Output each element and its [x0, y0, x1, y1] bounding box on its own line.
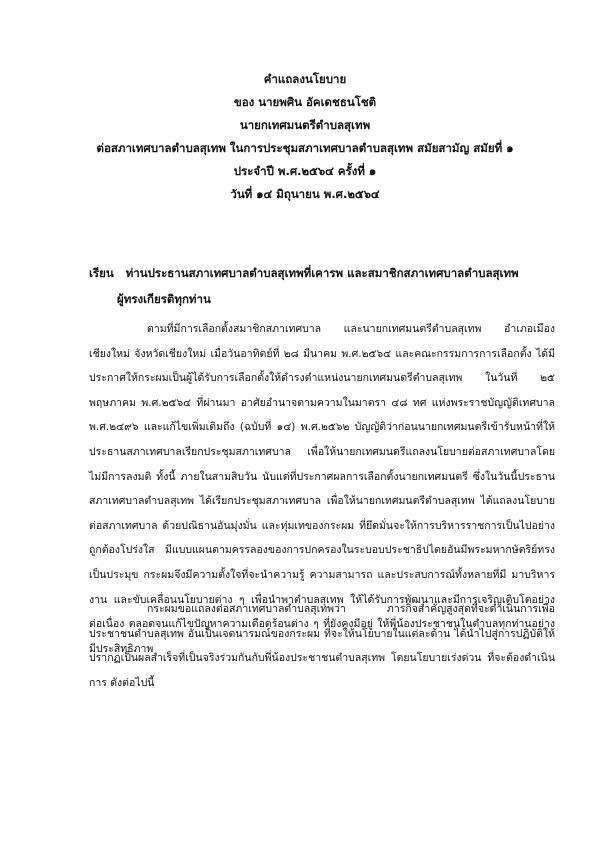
body-paragraph-2 [89, 597, 555, 695]
header-meeting: ต่อสภาเทศบาลตำบลสุเทพ ในการประชุมสภาเทศบาลตำบลสุเทพ สมัยสามัญ สมัยที่ ๑ [96, 141, 514, 155]
paragraph-2-text: กระผมขอแถลงต่อสภาเทศบาลตำบลสุเทพว่า ภารกิจสำคัญสูงสุดที่จะดำเนินการเพื่อประชาชนตำบลสุเทพ อันเป็นเจตนารมณ์ของกระผม ที่จะให้นโยบายในแต่ละด้าน ได้นำไปสู่การปฏิบัติให้ปรากฏเป็นผลสำเร็จที่เป็นจริงร่วมกันกับพี่น้องประชาชนตำบลสุเทพ โดยนโยบายเร่งด่วน ที่จะต้องดำเนินการ ดังต่อไปนี้ [89, 603, 555, 689]
header-session-year: ประจำปี พ.ศ.๒๕๖๔ ครั้งที่ ๑ [233, 164, 377, 178]
salutation-honorific: ผู้ทรงเกียรติทุกท่าน [117, 292, 211, 306]
salutation [89, 261, 519, 285]
salutation-addressees: ท่านประธานสภาเทศบาลตำบลสุเทพที่เคารพ และสมาชิกสภาเทศบาลตำบลสุเทพ [125, 266, 519, 280]
header-speaker-name: ของ นายพศิน อัคเดชธนโชติ [233, 95, 377, 109]
document-header [40, 68, 570, 206]
header-title: คำแถลงนโยบาย [263, 72, 347, 86]
header-speaker-position: นายกเทศมนตรีตำบลสุเทพ [239, 118, 371, 132]
paragraph-1-text: ตามที่มีการเลือกตั้งสมาชิกสภาเทศบาล และนายกเทศมนตรีตำบลสุเทพ อำเภอเมืองเชียงใหม่ จังหวัดเชียงใหม่ เมื่อวันอาทิตย์ที่ ๒๘ มีนาคม พ.ศ.๒๕๖๔ และคณะกรรมการการเลือกตั้ง ได้มีประกาศให้กระผมเป็นผู้ได้รับการเลือกตั้งให้ดำรงตำแหน่งนายกเทศมนตรีตำบลสุเทพ ในวันที่ ๒๕ พฤษภาคม พ.ศ.๒๕๖๔ ที่ผ่านมา อาศัยอำนาจตามความในมาตรา ๔๘ ทศ แห่งพระราชบัญญัติเทศบาล พ.ศ.๒๔๙๖ และแก้ไขเพิ่มเติมถึง (ฉบับที่ ๑๔) พ.ศ.๒๕๖๒ บัญญัติว่าก่อนนายกเทศมนตรีเข้ารับหน้าที่ให้ประธานสภาเทศบาลเรียกประชุมสภาเทศบาล เพื่อให้นายกเทศมนตรีแถลงนโยบายต่อสภาเทศบาลโดยไม่มีการลงมติ ทั้งนี้ ภายในสามสิบวัน นับแต่ที่ประกาศผลการเลือกตั้งนายกเทศมนตรี ซึ่งในวันนี้ประธานสภาเทศบาลตำบลสุเทพ ได้เรียกประชุมสภาเทศบาล เพื่อให้นายกเทศมนตรีตำบลสุเทพ ได้แถลงนโยบายต่อสภาเทศบาล ด้วยปณิธานอันมุ่งมั่น และทุ่มเทของกระผม ที่ยึดมั่นจะให้การบริหารราชการเป็นไปอย่างถูกต้องโปร่งใส มีแบบแผนตามครรลองของการปกครองในระบอบประชาธิปไตยอันมีพระมหากษัตริย์ทรงเป็นประมุข กระผมจึงมีความตั้งใจที่จะนำความรู้ ความสามารถ และประสบการณ์ทั้งหลายที่มี มาบริหารงาน และขับเคลื่อนนโยบายต่าง ๆ เพื่อนำพาตำบลสุเทพ ให้ได้รับการพัฒนาและมีการเจริญเติบโตอย่างต่อเนื่อง ตลอดจนแก้ไขปัญหาความเดือดร้อนต่าง ๆ ที่ยังคงมีอยู่ ให้พี่น้องประชาชนในตำบลทุกท่านอย่างมีประสิทธิภาพ [89, 323, 555, 655]
salutation-prefix: เรียน [89, 266, 114, 280]
header-date: วันที่ ๑๔ มิถุนายน พ.ศ.๒๕๖๔ [230, 187, 380, 201]
